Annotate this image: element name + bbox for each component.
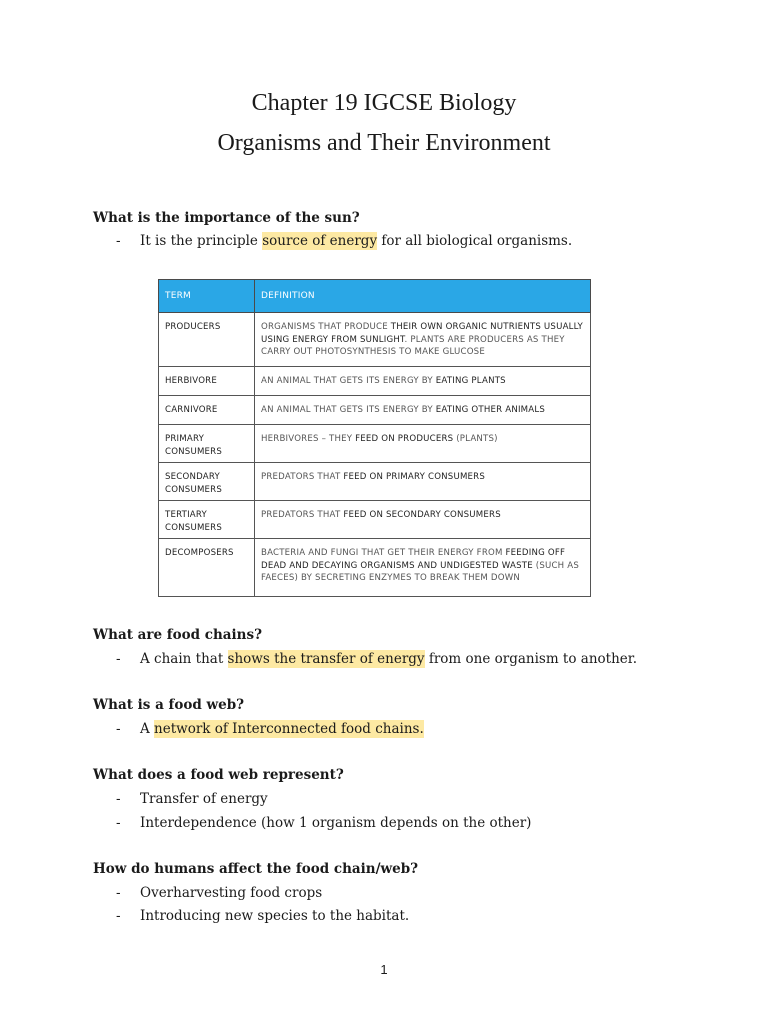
def-part: AN ANIMAL THAT GETS ITS ENERGY BY	[261, 376, 436, 386]
def-part: (PLANTS)	[453, 434, 498, 444]
text: Transfer of energy	[140, 791, 268, 807]
dash: -	[116, 233, 121, 249]
table-header-row	[159, 280, 591, 313]
table-row	[159, 501, 591, 539]
def-key: FEED ON PRIMARY CONSUMERS	[343, 472, 486, 482]
definition-cell	[255, 396, 591, 425]
highlight: network of Interconnected food chains.	[154, 721, 424, 737]
term-cell: SECONDARY CONSUMERS	[159, 463, 255, 501]
def-key: THEIR OWN ORGANIC NUTRIENTS USUALLY USING ENERGY FROM SUNLIGHT	[261, 322, 583, 345]
definition-cell	[255, 367, 591, 396]
term-cell: PRODUCERS	[159, 313, 255, 367]
text: A chain that	[140, 651, 228, 667]
highlight: source of energy	[262, 233, 378, 249]
text: for all biological organisms.	[377, 233, 573, 249]
term-cell: DECOMPOSERS	[159, 539, 255, 597]
bullet-web-represent-1	[116, 791, 268, 807]
question-humans: How do humans affect the food chain/web?	[93, 861, 419, 877]
def-part: (SUCH AS FAECES) BY SECRETING ENZYMES TO BREAK THEM DOWN	[261, 560, 579, 583]
def-part: . PLANTS ARE PRODUCERS AS THEY CARRY OUT PHOTOSYNTHESIS TO MAKE GLUCOSE	[261, 334, 565, 357]
def-part: AN ANIMAL THAT GETS ITS ENERGY BY	[261, 405, 436, 415]
question-sun: What is the importance of the sun?	[93, 210, 360, 226]
def-part: PREDATORS THAT	[261, 510, 344, 520]
bullet-humans-1	[116, 885, 322, 901]
definition-cell	[255, 501, 591, 539]
bullet-food-chains-1	[116, 651, 637, 667]
table-row	[159, 425, 591, 463]
question-web-represent: What does a food web represent?	[93, 767, 344, 783]
table-row	[159, 463, 591, 501]
header-term: TERM	[159, 280, 255, 313]
bullet-web-represent-2	[116, 815, 531, 831]
dash: -	[116, 791, 121, 807]
dash: -	[116, 885, 121, 901]
term-cell: PRIMARY CONSUMERS	[159, 425, 255, 463]
table-row	[159, 313, 591, 367]
bullet-food-web-1	[116, 721, 424, 737]
term-cell: TERTIARY CONSUMERS	[159, 501, 255, 539]
bullet-humans-2	[116, 908, 409, 924]
bullet-sun-1	[116, 233, 572, 249]
definition-cell	[255, 539, 591, 597]
def-key: FEED ON SECONDARY CONSUMERS	[343, 510, 501, 520]
dash: -	[116, 908, 121, 924]
definition-cell	[255, 313, 591, 367]
dash: -	[116, 651, 121, 667]
def-key: EATING OTHER ANIMALS	[435, 405, 546, 415]
text: from one organism to another.	[424, 651, 638, 667]
text: Overharvesting food crops	[140, 885, 323, 901]
def-part: HERBIVORES – THEY	[261, 434, 356, 444]
table-row	[159, 539, 591, 597]
dash: -	[116, 721, 121, 737]
dash: -	[116, 815, 121, 831]
terms-table	[158, 279, 591, 597]
term-cell: CARNIVORE	[159, 396, 255, 425]
term-cell: HERBIVORE	[159, 367, 255, 396]
def-key: FEEDING OFF DEAD AND DECAYING ORGANISMS AND UNDIGESTED WASTE	[261, 548, 566, 571]
text: Introducing new species to the habitat.	[140, 908, 410, 924]
definition-cell	[255, 425, 591, 463]
header-definition: DEFINITION	[255, 280, 591, 313]
highlight: shows the transfer of energy	[227, 651, 425, 667]
title-line-2: Organisms and Their Environment	[217, 130, 551, 156]
def-part: ORGANISMS THAT PRODUCE	[261, 322, 391, 332]
table-row	[159, 367, 591, 396]
def-part: PREDATORS THAT	[261, 472, 344, 482]
text: Interdependence (how 1 organism depends on the other)	[140, 815, 532, 831]
def-part: BACTERIA AND FUNGI THAT GET THEIR ENERGY FROM	[261, 548, 506, 558]
table-row	[159, 396, 591, 425]
definition-cell	[255, 463, 591, 501]
text: It is the principle	[140, 233, 263, 249]
title-line-1: Chapter 19 IGCSE Biology	[251, 90, 517, 116]
question-food-chains: What are food chains?	[93, 627, 263, 643]
def-key: EATING PLANTS	[435, 376, 506, 386]
def-key: FEED ON PRODUCERS	[355, 434, 454, 444]
text: A	[140, 721, 155, 737]
question-food-web: What is a food web?	[93, 697, 245, 713]
page-number: 1	[380, 962, 388, 977]
